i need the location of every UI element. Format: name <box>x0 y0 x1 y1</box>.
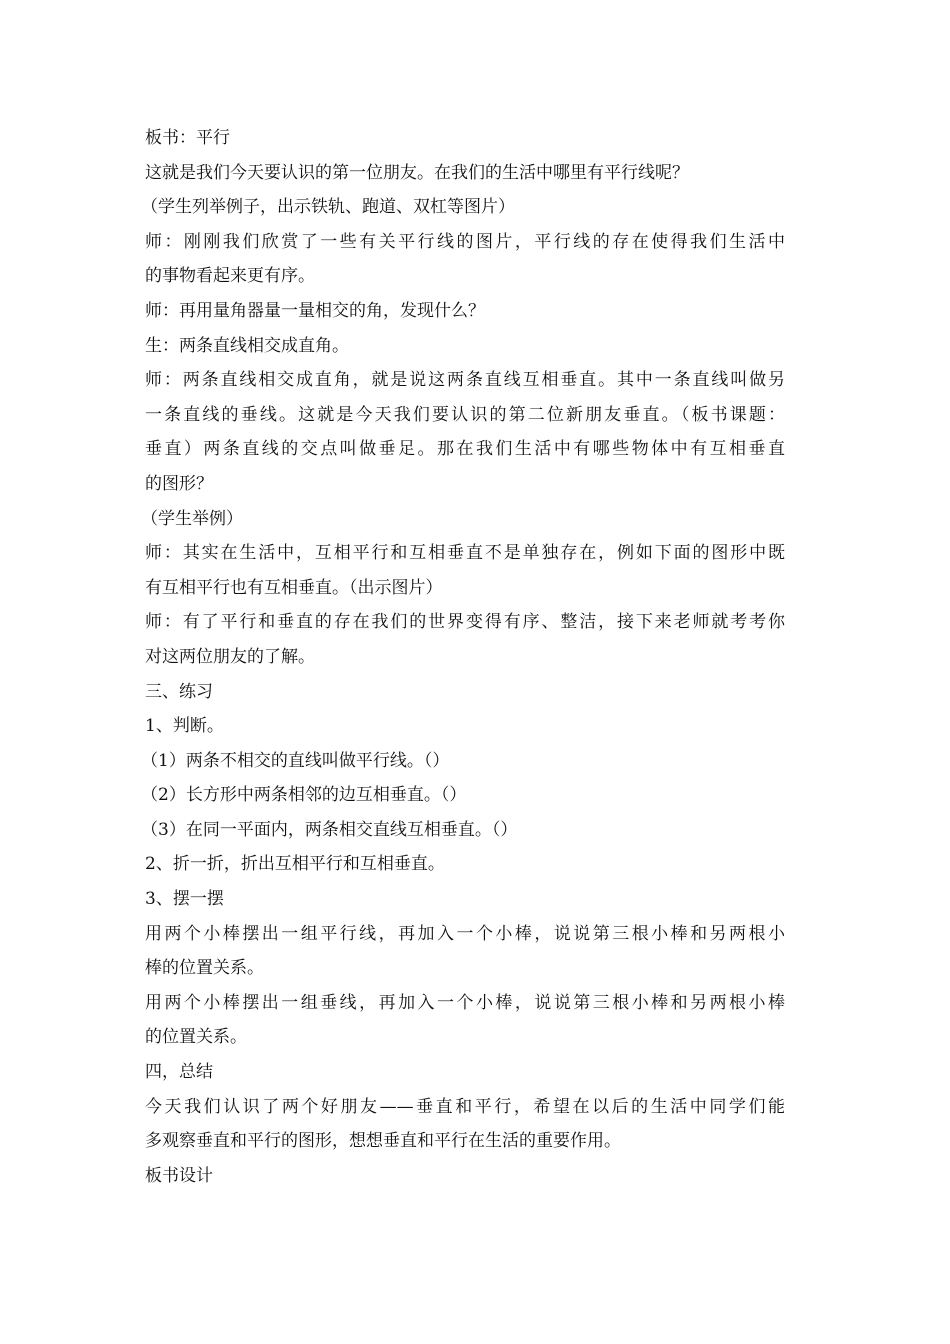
list-item: （2）长方形中两条相邻的边互相垂直。（） <box>141 785 467 806</box>
text-line: 有互相平行也有互相垂直。（出示图片） <box>145 577 443 598</box>
text-line: （学生列举例子，出示铁轨、跑道、双杠等图片） <box>141 197 515 218</box>
text-line: 这就是我们今天要认识的第一位朋友。在我们的生活中哪里有平行线呢？ <box>145 162 689 183</box>
text-line: 师：有了平行和垂直的存在我们的世界变得有序、整洁，接下来老师就考考你 <box>145 612 785 633</box>
text-line: 2、折一折，折出互相平行和互相垂直。 <box>145 854 445 875</box>
list-item: （1）两条不相交的直线叫做平行线。（） <box>141 750 450 771</box>
text-line: （学生举例） <box>141 508 243 529</box>
text-line: 3、摆一摆 <box>145 889 224 910</box>
text-line: 的事物看起来更有序。 <box>145 266 315 287</box>
text-line: 一条直线的垂线。这就是今天我们要认识的第二位新朋友垂直。（板书课题： <box>145 404 785 425</box>
text-line: 1、判断。 <box>145 716 224 737</box>
text-line: 师：刚刚我们欣赏了一些有关平行线的图片，平行线的存在使得我们生活中 <box>145 231 785 252</box>
text-line: 师：再用量角器量一量相交的角，发现什么？ <box>145 300 485 321</box>
text-line: 用两个小棒摆出一组垂线，再加入一个小棒，说说第三根小棒和另两根小棒 <box>145 992 785 1013</box>
document-body <box>141 121 785 1193</box>
section-heading: 板书设计 <box>145 1165 213 1186</box>
text-line: 师：两条直线相交成直角，就是说这两条直线互相垂直。其中一条直线叫做另 <box>145 370 785 391</box>
text-line: 的图形？ <box>145 473 213 494</box>
text-line: 多观察垂直和平行的图形，想想垂直和平行在生活的重要作用。 <box>145 1131 621 1152</box>
text-line: 今天我们认识了两个好朋友——垂直和平行，希望在以后的生活中同学们能 <box>145 1096 785 1117</box>
text-line: 的位置关系。 <box>145 1027 247 1048</box>
text-line: 棒的位置关系。 <box>145 958 264 979</box>
list-item: （3）在同一平面内，两条相交直线互相垂直。（） <box>141 819 518 840</box>
text-line: 师：其实在生活中，互相平行和互相垂直不是单独存在，例如下面的图形中既 <box>145 543 785 564</box>
text-line: 对这两位朋友的了解。 <box>145 646 315 667</box>
text-line: 用两个小棒摆出一组平行线，再加入一个小棒，说说第三根小棒和另两根小 <box>145 923 785 944</box>
text-line: 板书：平行 <box>145 128 230 148</box>
text-line: 生：两条直线相交成直角。 <box>145 335 349 356</box>
section-heading: 三、练习 <box>145 681 213 702</box>
section-heading: 四，总结 <box>145 1062 213 1083</box>
text-line: 垂直）两条直线的交点叫做垂足。那在我们生活中有哪些物体中有互相垂直 <box>145 439 785 460</box>
